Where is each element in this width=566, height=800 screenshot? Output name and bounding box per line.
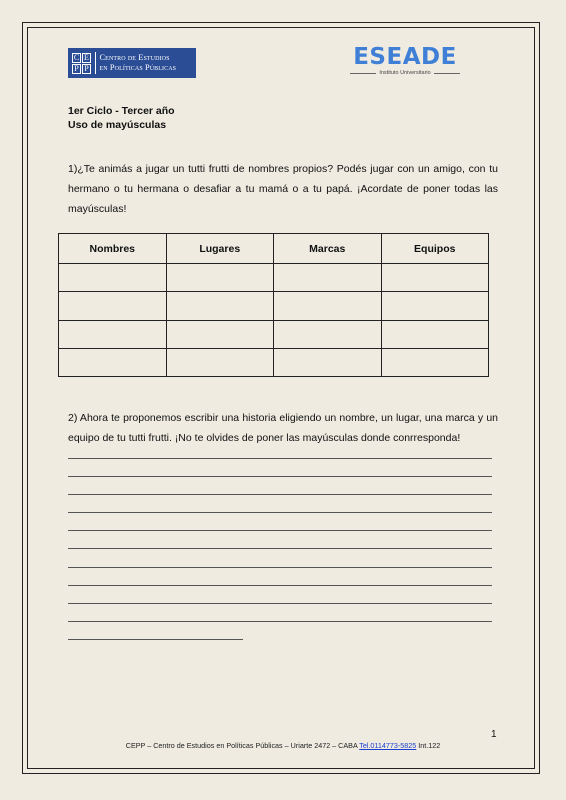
cepp-name [100, 53, 177, 73]
table-cell[interactable] [274, 320, 382, 348]
worksheet-heading [68, 104, 175, 132]
table-cell[interactable] [381, 320, 489, 348]
cepp-letter: P [72, 64, 81, 74]
topic-title: Uso de mayúsculas [68, 119, 167, 131]
cepp-monogram [72, 53, 91, 74]
cycle-title: 1er Ciclo - Tercer año [68, 105, 175, 117]
exercise-1-text: 1)¿Te animás a jugar un tutti frutti de nombres propios? Podés jugar con un amigo, con tu hermano o tu hermana o desafiar a tu mamá o a tu papá. ¡Acordate de poner todas las mayúsculas! [68, 163, 498, 215]
cepp-name-line1: Centro de Estudios [99, 53, 170, 62]
cepp-letter: E [82, 53, 91, 63]
cepp-letter: C [73, 52, 80, 62]
table-cell[interactable] [166, 320, 274, 348]
writing-line[interactable] [68, 548, 492, 549]
table-cell[interactable] [166, 264, 274, 292]
exercise-2-text: 2) Ahora te proponemos escribir una historia eligiendo un nombre, un lugar, una marca y un equipo de tu tutti frutti. ¡No te olvides de poner las mayúsculas donde conrresponda! [68, 412, 498, 444]
table-cell[interactable] [59, 320, 167, 348]
writing-line[interactable] [68, 603, 492, 604]
footer [0, 741, 566, 750]
table-cell[interactable] [59, 292, 167, 320]
cepp-name-line2: en Políticas Públicas [99, 63, 177, 72]
eseade-name: ESEADE [353, 44, 457, 70]
table-cell[interactable] [166, 348, 274, 376]
footer-address: CEPP – Centro de Estudios en Políticas Públicas – Uriarte 2472 – CABA [125, 741, 358, 750]
footer-phone-link[interactable]: Tel.0114773-5825 [359, 741, 417, 750]
table-cell[interactable] [274, 292, 382, 320]
eseade-subtitle: Instituto Universitario [379, 70, 431, 76]
table-row [59, 348, 489, 376]
page-border-inner [27, 27, 535, 769]
writing-line-last[interactable] [68, 639, 243, 640]
tutti-frutti-table [58, 233, 489, 377]
table-cell[interactable] [381, 348, 489, 376]
writing-line[interactable] [68, 512, 492, 513]
cepp-letter: P [82, 64, 91, 74]
writing-line[interactable] [68, 567, 492, 568]
table-header-row [59, 234, 489, 264]
table-cell[interactable] [59, 348, 167, 376]
writing-line[interactable] [68, 530, 492, 531]
column-header-lugares: Lugares [166, 234, 274, 264]
column-header-equipos: Equipos [381, 234, 489, 264]
table-cell[interactable] [166, 292, 274, 320]
writing-lines[interactable] [68, 458, 492, 657]
table-cell[interactable] [59, 264, 167, 292]
writing-line[interactable] [68, 458, 492, 459]
table-cell[interactable] [274, 264, 382, 292]
eseade-rule-right [434, 73, 460, 74]
column-header-nombres: Nombres [59, 234, 167, 264]
table-row [59, 320, 489, 348]
eseade-logo [350, 44, 460, 76]
writing-line[interactable] [68, 621, 492, 622]
table-cell[interactable] [381, 292, 489, 320]
writing-line[interactable] [68, 476, 492, 477]
writing-line[interactable] [68, 494, 492, 495]
table-cell[interactable] [381, 264, 489, 292]
column-header-marcas: Marcas [274, 234, 382, 264]
footer-extension: Int.122 [418, 741, 441, 750]
eseade-rule-left [350, 73, 376, 74]
table-row [59, 292, 489, 320]
writing-line[interactable] [68, 585, 492, 586]
cepp-logo [68, 48, 196, 78]
eseade-subtitle-row [350, 70, 460, 76]
table-cell[interactable] [274, 348, 382, 376]
cepp-divider [95, 52, 96, 74]
page-number: 1 [491, 729, 497, 740]
table-row [59, 264, 489, 292]
